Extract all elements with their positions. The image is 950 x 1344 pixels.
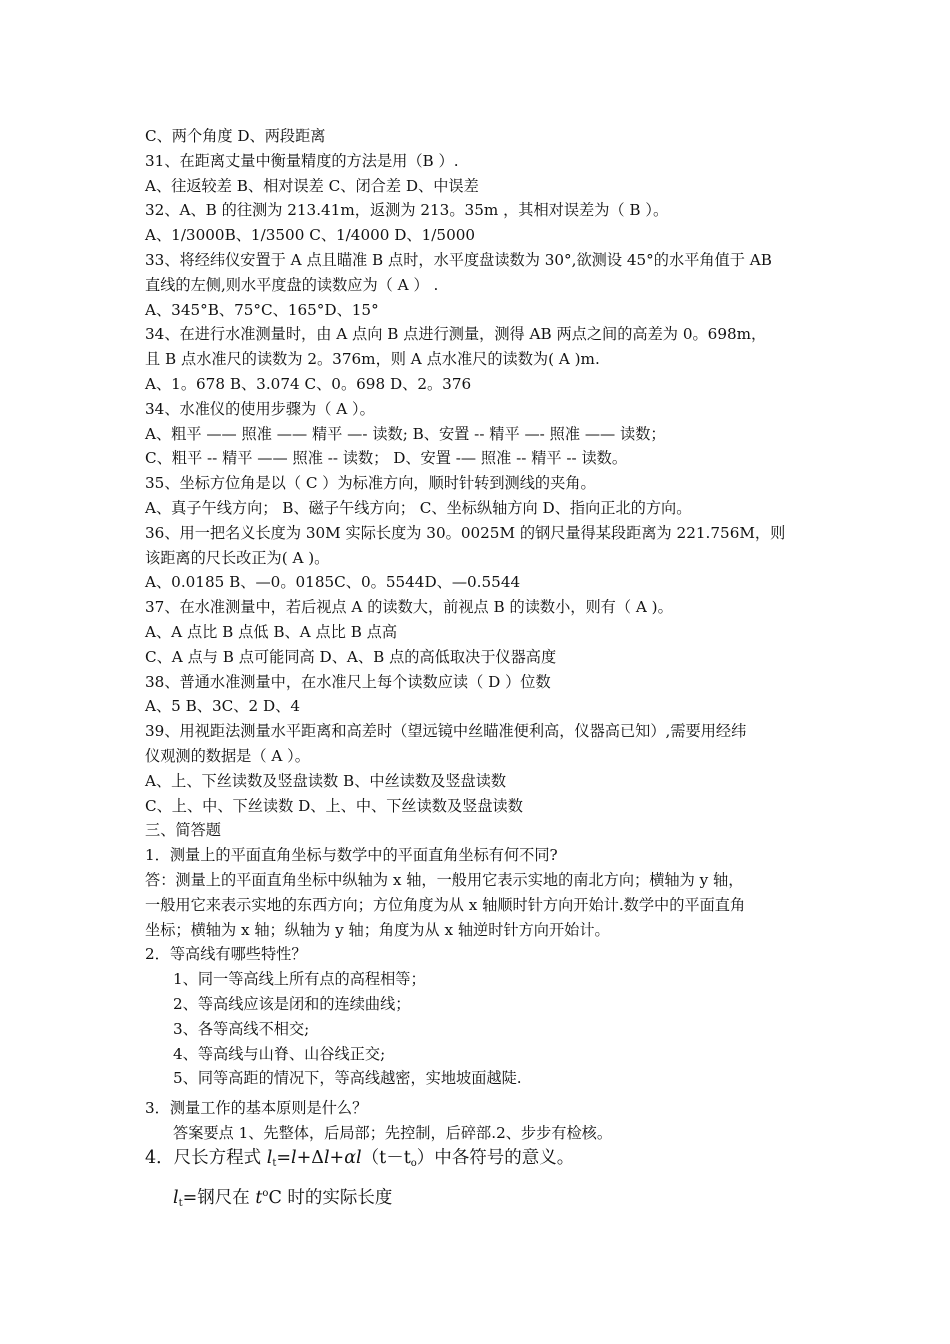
text-line: 33、将经纬仪安置于 A 点且瞄准 B 点时，水平度盘读数为 30°,欲测设 45°的水平角值于 AB xyxy=(145,251,772,269)
text-line: 37、在水准测量中，若后视点 A 的读数大，前视点 B 的读数小，则有（ A )。 xyxy=(145,598,673,617)
contour-property-item: 3、各等高线不相交; xyxy=(173,1019,310,1038)
q4-l2: l xyxy=(291,1148,297,1168)
question-3-answer: 答案要点 1、先整体，后局部；先控制，后碎部.2、步步有检核。 xyxy=(173,1124,613,1142)
a4-text1: =钢尺在 xyxy=(182,1188,256,1208)
text-line: A、5 B、3C、2 D、4 xyxy=(145,697,300,716)
text-line: A、A 点比 B 点低 B、A 点比 B 点高 xyxy=(145,623,398,641)
q4-delta: Δ xyxy=(311,1148,324,1168)
q4-o: o xyxy=(410,1158,417,1169)
text-line: A、粗平 —— 照准 —— 精平 —- 读数; B、安置 -- 精平 —- 照准 —— 读数； xyxy=(145,424,666,443)
text-line: 39、用视距法测量水平距离和高差时（望远镜中丝瞄准便利高，仪器高已知）,需要用经纬 xyxy=(145,722,747,741)
q4-l4: l xyxy=(356,1148,362,1168)
contour-property-item: 1、同一等高线上所有点的高程相等； xyxy=(173,970,426,989)
text-line: A、真子午线方向； B、磁子午线方向； C、坐标纵轴方向 D、指向正北的方向。 xyxy=(145,499,692,517)
text-line: 35、坐标方位角是以（ C ）为标准方向，顺时针转到测线的夹角。 xyxy=(145,474,596,493)
q4-l: l xyxy=(266,1148,273,1168)
q4-close: ）中各符号的意义。 xyxy=(416,1148,575,1168)
q4-t: t xyxy=(272,1158,277,1169)
a4-l: l xyxy=(173,1188,179,1208)
text-line: 一般用它来表示实地的东西方向；方位角度为从 x 轴顺时针方向开始计.数学中的平面直角 xyxy=(145,895,746,914)
contour-property-item: 2、等高线应该是闭和的连续曲线； xyxy=(173,995,411,1013)
text-line: C、两个角度 D、两段距离 xyxy=(145,127,326,145)
text-line: 2．等高线有哪些特性？ xyxy=(145,945,307,964)
text-line: A、往返较差 B、相对误差 C、闭合差 D、中误差 xyxy=(145,176,479,195)
text-line: 34、在进行水准测量时，由 A 点向 B 点进行测量，测得 AB 两点之间的高差为 0。698m， xyxy=(145,325,767,344)
text-line: 36、用一把名义长度为 30M 实际长度为 30。0025M 的钢尺量得某段距离为 221.756M，则 xyxy=(145,523,786,542)
text-line: 直线的左侧,则水平度盘的读数应为（ A ） . xyxy=(145,275,439,294)
text-line: 坐标；横轴为 x 轴；纵轴为 y 轴；角度为从 x 轴逆时针方向开始计。 xyxy=(145,920,610,939)
q4-eq: = xyxy=(276,1148,292,1168)
text-line: 38、普通水准测量中，在水准尺上每个读数应读（ D ）位数 xyxy=(145,672,551,691)
text-line: C、A 点与 B 点可能同高 D、A、B 点的高低取决于仪器高度 xyxy=(145,647,557,666)
text-line: 三、简答题 xyxy=(145,821,221,840)
text-line: 1．测量上的平面直角坐标与数学中的平面直角坐标有何不同? xyxy=(145,846,558,865)
text-line: 32、A、B 的往测为 213.41m，返测为 213。35m ，其相对误差为（ B ）。 xyxy=(145,201,669,220)
text-line: A、1。678 B、3.074 C、0。698 D、2。376 xyxy=(145,375,472,393)
text-line: 该距离的尺长改正为( A )。 xyxy=(145,548,330,567)
text-line: 34、水准仪的使用步骤为（ A ）。 xyxy=(145,399,375,418)
question-3: 3．测量工作的基本原则是什么？ xyxy=(145,1099,368,1117)
text-line: 且 B 点水准尺的读数为 2。376m，则 A 点水准尺的读数为( A )m. xyxy=(145,350,600,369)
text-line: 答：测量上的平面直角坐标中纵轴为 x 轴，一般用它表示实地的南北方向；横轴为 y 轴， xyxy=(145,871,744,889)
q4-plus1: + xyxy=(296,1148,312,1168)
a4-text2: C 时的实际长度 xyxy=(268,1188,393,1208)
text-line: A、上、下丝读数及竖盘读数 B、中丝读数及竖盘读数 xyxy=(145,771,507,790)
question-4-answer xyxy=(173,1182,392,1216)
a4-t: t xyxy=(178,1198,183,1209)
text-line: A、0.0185 B、—0。0185C、0。5544D、—0.5544 xyxy=(145,573,521,592)
a4-deg: o xyxy=(262,1188,269,1199)
q4-paren: （t－t xyxy=(361,1148,411,1168)
text-line: A、1/3000B、1/3500 C、1/4000 D、1/5000 xyxy=(145,226,476,245)
q4-alpha: α xyxy=(344,1148,357,1168)
q4-l3: l xyxy=(323,1148,330,1168)
contour-property-item: 4、等高线与山脊、山谷线正交; xyxy=(173,1044,386,1063)
text-line: 仪观测的数据是（ A ）。 xyxy=(145,747,310,765)
text-line: A、345°B、75°C、165°D、15° xyxy=(145,300,379,319)
question-4 xyxy=(145,1146,574,1176)
a4-t2: t xyxy=(255,1188,263,1208)
text-line: C、上、中、下丝读数 D、上、中、下丝读数及竖盘读数 xyxy=(145,796,523,815)
text-line: 31、在距离丈量中衡量精度的方法是用（B ）. xyxy=(145,151,459,170)
q4-plus2: + xyxy=(329,1148,345,1168)
q4-prefix: 4．尺长方程式 xyxy=(145,1148,267,1168)
contour-property-item: 5、同等高距的情况下，等高线越密，实地坡面越陡. xyxy=(173,1069,522,1088)
text-line: C、粗平 -- 精平 —— 照准 -- 读数； D、安置 -— 照准 -- 精平 -- 读数。 xyxy=(145,449,628,468)
